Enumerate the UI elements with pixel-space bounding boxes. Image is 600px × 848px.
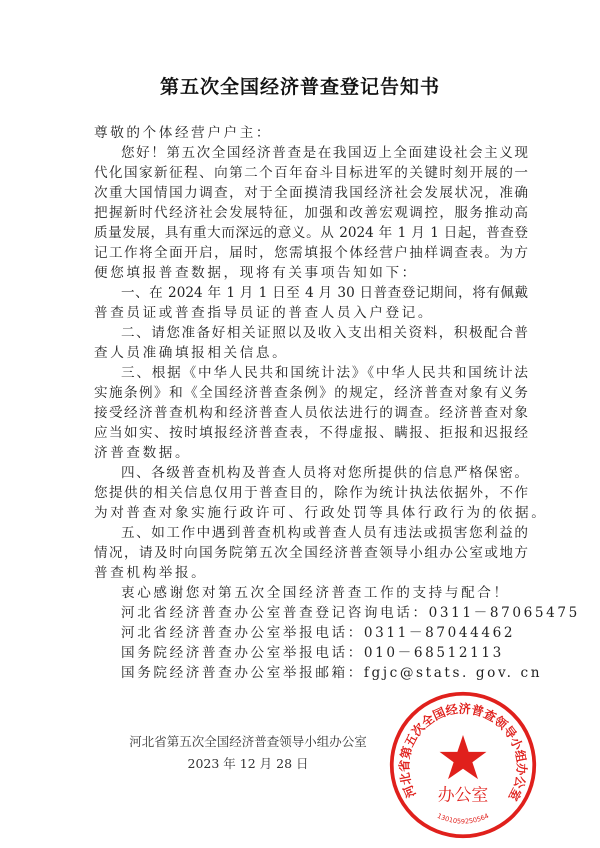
text-line: 济普查数据。 (94, 445, 192, 461)
signature-date: 2023 年 12 月 28 日 (187, 756, 309, 771)
text-line: 国务院经济普查办公室举报邮箱：fgjc@stats. gov. cn (121, 665, 543, 681)
text-line: 记工作将全面开启，届时，您需填报个体经营户抽样调查表。为方 (94, 245, 528, 261)
text-line: 普查机构举报。 (94, 565, 208, 581)
text-line: 次重大国情国力调查，对于全面摸清我国经济社会发展状况，准确 (94, 185, 528, 201)
seal-number: 1301059250564 (435, 811, 491, 826)
star-icon (440, 735, 487, 779)
seal-ring-text: 河北省第五次全国经济普查领导小组办公室 (397, 701, 529, 804)
seal-center-text: 办公室 (437, 784, 489, 805)
text-line: 便您填报普查数据，现将有关事项告知如下： (94, 265, 418, 281)
text-line: 接受经济普查机构和经济普查人员依法进行的调查。经济普查对象 (94, 405, 528, 421)
text-line: 您提供的相关信息仅用于普查目的，除作为统计执法依据外，不作 (94, 485, 528, 501)
text-line: 代化国家新征程、向第二个百年奋斗目标进军的关键时刻开展的一 (94, 165, 528, 181)
text-line: 衷心感谢您对第五次全国经济普查工作的支持与配合！ (121, 585, 510, 601)
text-line: 您好！第五次全国经济普查是在我国迈上全面建设社会主义现 (121, 145, 528, 161)
text-line: 应当如实、按时填报经济普查表，不得虚报、瞒报、拒报和迟报经 (94, 425, 528, 441)
text-line: 河北省经济普查办公室举报电话：0311－87044462 (121, 625, 516, 641)
text-line: 五、如工作中遇到普查机构或普查人员有违法或损害您利益的 (121, 525, 528, 541)
text-line: 二、请您准备好相关证照以及收入支出相关资料，积极配合普 (121, 325, 528, 341)
text-line: 情况，请及时向国务院第五次全国经济普查领导小组办公室或地方 (94, 545, 528, 561)
text-line: 尊敬的个体经营户户主： (94, 125, 273, 141)
text-line: 把握新时代经济社会发展特征，加强和改善宏观调控，服务推动高 (94, 205, 528, 221)
text-line: 三、根据《中华人民共和国统计法》《中华人民共和国统计法 (121, 365, 528, 381)
document-title: 第五次全国经济普查登记告知书 (159, 76, 440, 98)
text-line: 质量发展，具有重大而深远的意义。从 2024 年 1 月 1 日起，普查登 (94, 225, 528, 241)
text-line: 普查员证或普查指导员证的普查人员入户登记。 (94, 305, 435, 321)
signature-organization: 河北省第五次全国经济普查领导小组办公室 (129, 734, 367, 749)
text-line: 实施条例》和《全国经济普查条例》的规定，经济普查对象有义务 (94, 385, 528, 401)
text-line: 四、各级普查机构及普查人员将对您所提供的信息严格保密。 (121, 465, 528, 481)
text-line: 国务院经济普查办公室举报电话：010－68512113 (121, 645, 504, 661)
document-body (94, 123, 580, 683)
text-line: 河北省经济普查办公室普查登记咨询电话：0311－87065475 (121, 605, 580, 621)
official-seal (388, 690, 538, 840)
text-line: 一、在 2024 年 1 月 1 日至 4 月 30 日普查登记期间，将有佩戴 (121, 285, 528, 301)
text-line: 查人员准确填报相关信息。 (94, 345, 289, 361)
text-line: 为对普查对象实施行政许可、行政处罚等具体行政行为的依据。 (94, 505, 548, 521)
